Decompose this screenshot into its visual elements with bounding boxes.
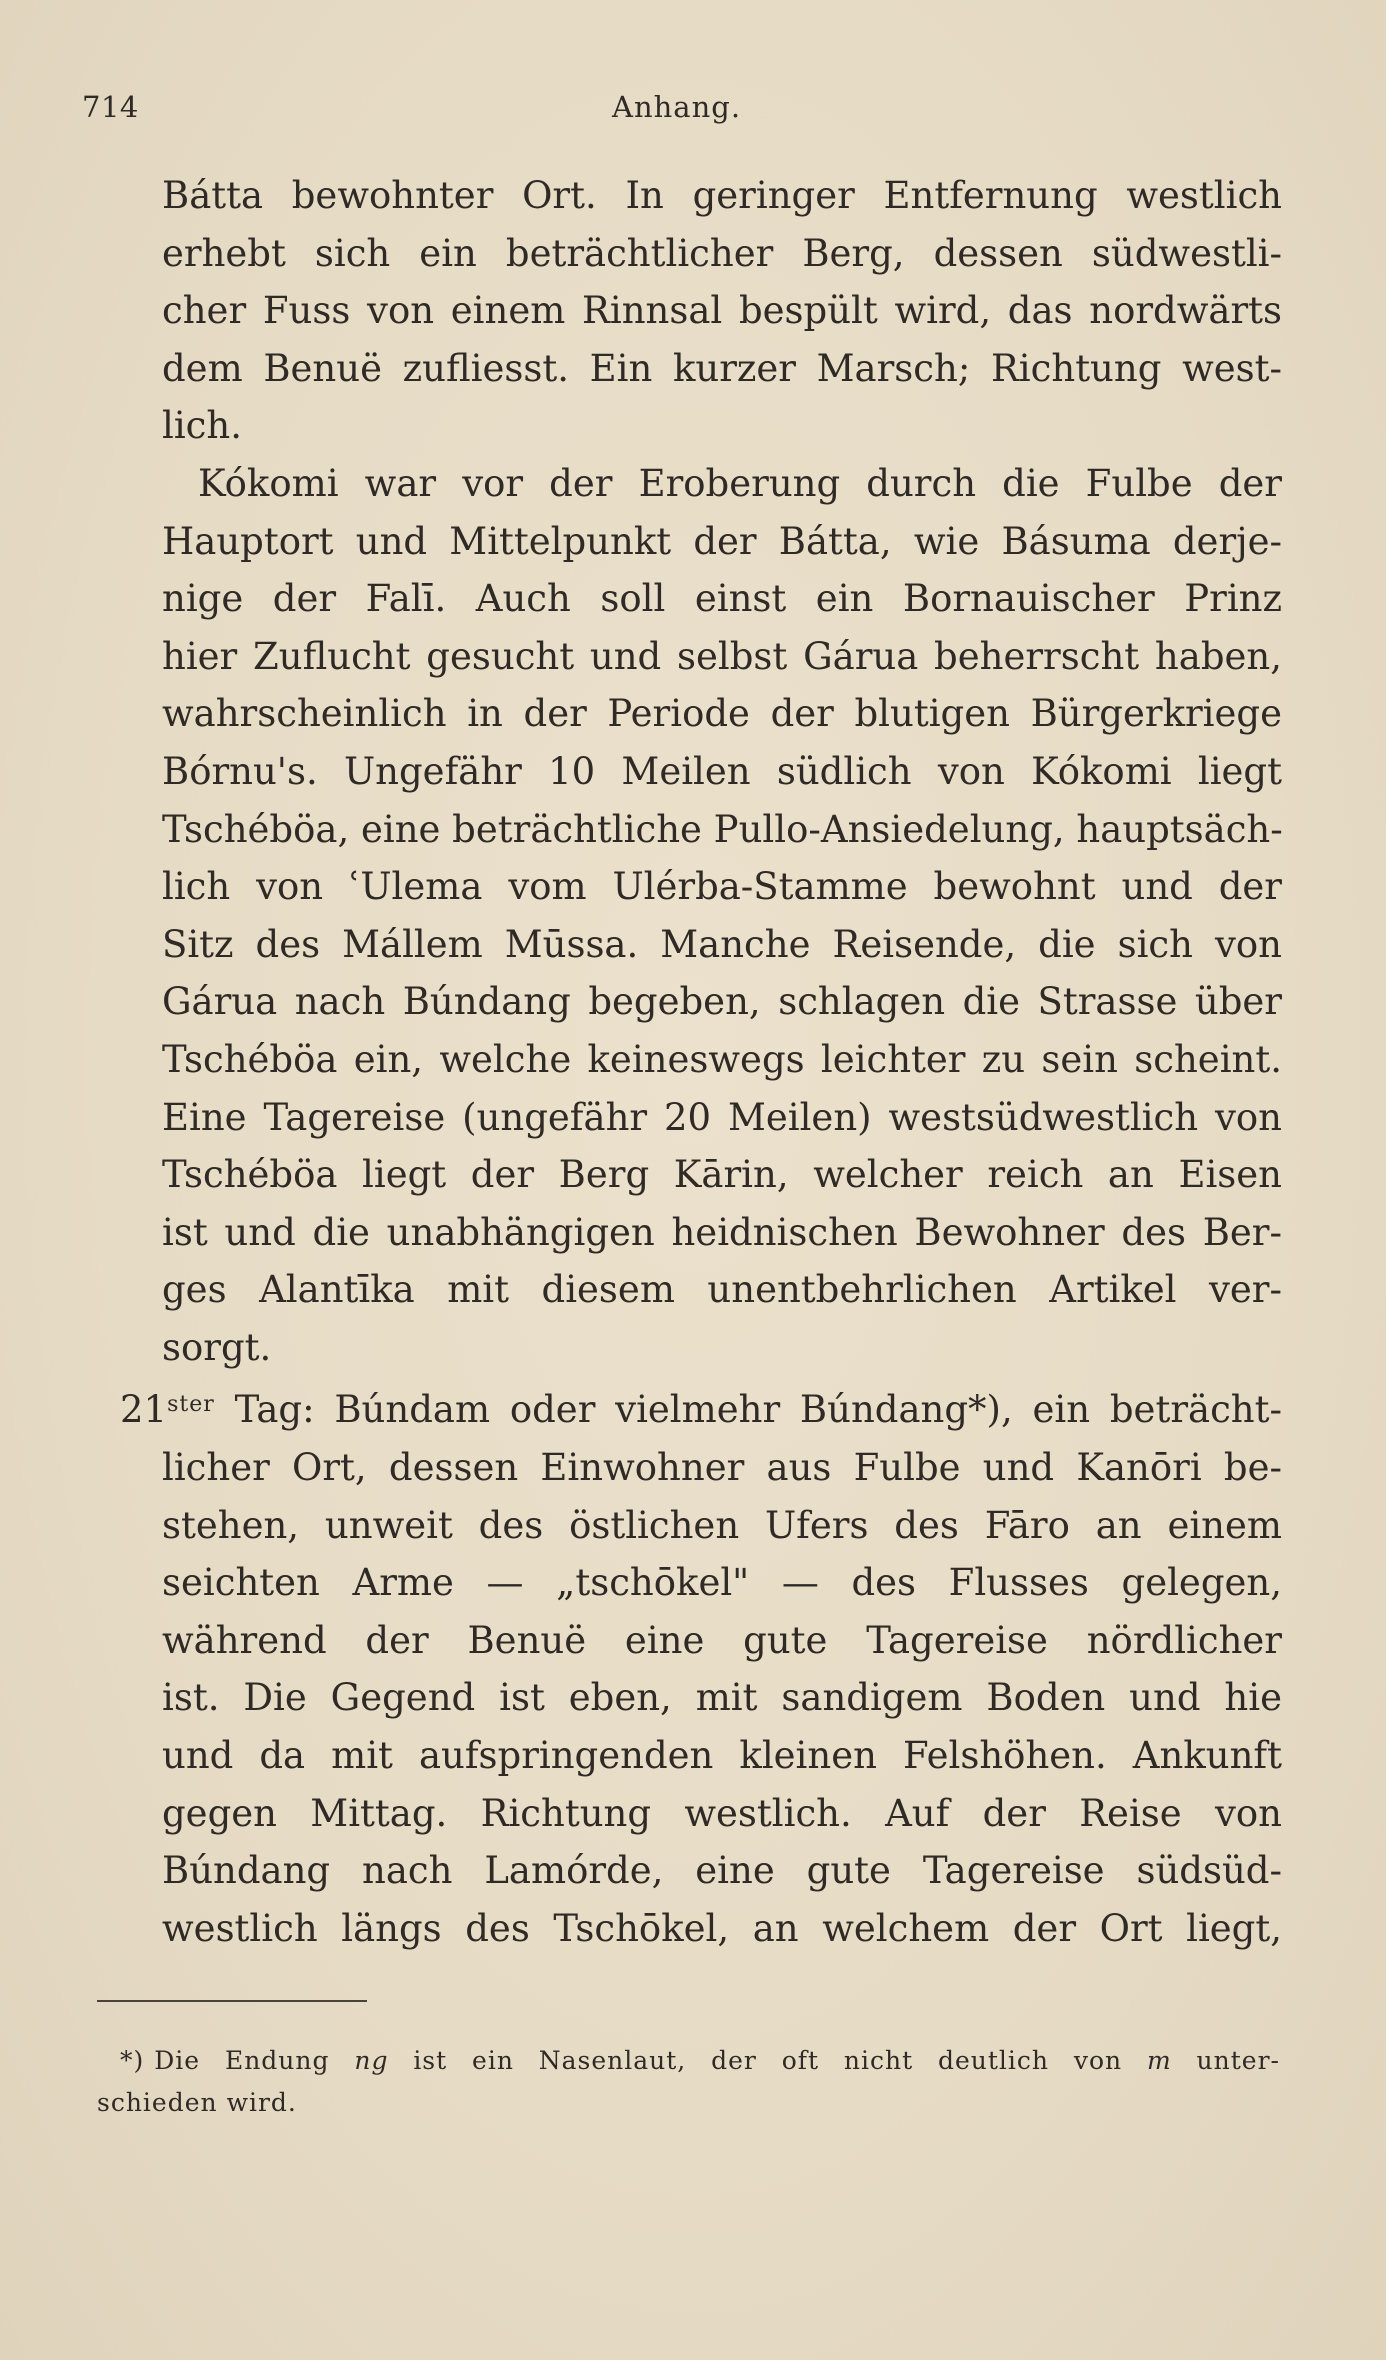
text-line: Bórnu's. Ungefähr 10 Meilen südlich von Kókomi liegt (162, 749, 1282, 793)
footnote-line: schieden wird. (97, 2088, 297, 2117)
text-line: stehen, unweit des östlichen Ufers des Fāro an einem (162, 1503, 1282, 1547)
text-line: seichten Arme — „tschōkel" — des Flusses gelegen, (162, 1561, 1282, 1605)
text-line: während der Benuë eine gute Tagereise nördlicher (162, 1618, 1282, 1662)
text-line: ges Alantīka mit diesem unentbehrlichen Artikel ver- (162, 1268, 1282, 1312)
text-line: Tschéböa ein, welche keineswegs leichter zu sein scheint. (162, 1037, 1282, 1081)
page-number: 714 (82, 90, 139, 124)
running-head: Anhang. (612, 90, 742, 124)
text-line: gegen Mittag. Richtung westlich. Auf der Reise von (162, 1791, 1282, 1835)
text-line: dem Benuë zufliesst. Ein kurzer Marsch; Richtung west- (162, 346, 1282, 390)
footnote-text: ist ein Nasenlaut, der oft nicht deutlich von (413, 2046, 1123, 2075)
text-line: Kókomi war vor der Eroberung durch die Fulbe der (198, 461, 1282, 505)
text-line: Eine Tagereise (ungefähr 20 Meilen) westsüdwestlich von (162, 1095, 1282, 1139)
paragraph-2 (162, 455, 1282, 1377)
footnote (97, 2040, 1280, 2124)
text-line: lich. (162, 404, 242, 448)
day-number: 21 (120, 1388, 168, 1432)
day-suffix: ster (167, 1392, 215, 1418)
text-line: erhebt sich ein beträchtlicher Berg, dessen südwestli- (162, 231, 1282, 275)
day-entry-text: Tag: Búndam oder vielmehr Búndang*), ein beträcht- (234, 1388, 1282, 1432)
paragraph-3 (120, 1376, 1282, 1957)
text-line: Tschéböa, eine beträchtliche Pullo-Ansiedelung, hauptsäch- (162, 807, 1283, 851)
text-line: und da mit aufspringenden kleinen Felshöhen. Ankunft (162, 1734, 1282, 1778)
footnote-divider (97, 2000, 367, 2002)
text-line: cher Fuss von einem Rinnsal bespült wird, das nordwärts (162, 289, 1282, 333)
text-line: ist und die unabhängigen heidnischen Bewohner des Ber- (162, 1210, 1282, 1254)
text-line: Gárua nach Búndang begeben, schlagen die Strasse über (162, 980, 1282, 1024)
page-header (82, 90, 1275, 130)
text-line: Sitz des Mállem Mūssa. Manche Reisende, die sich von (162, 922, 1282, 966)
footnote-line (120, 2040, 1280, 2082)
footnote-marker: *) (120, 2046, 145, 2075)
footnote-italic: m (1146, 2046, 1172, 2075)
footnote-text: unter- (1196, 2046, 1280, 2075)
text-line: westlich längs des Tschōkel, an welchem der Ort liegt, (162, 1906, 1282, 1950)
footnote-text: Die Endung (154, 2046, 330, 2075)
text-line: sorgt. (162, 1325, 272, 1369)
text-line: Hauptort und Mittelpunkt der Bátta, wie Básuma derje- (162, 519, 1282, 563)
text-line: ist. Die Gegend ist eben, mit sandigem Boden und hie (162, 1676, 1282, 1720)
text-line: Tschéböa liegt der Berg Kārin, welcher reich an Eisen (162, 1153, 1282, 1197)
footnote-italic: ng (354, 2046, 389, 2075)
day-entry-line (120, 1376, 1282, 1439)
text-line: licher Ort, dessen Einwohner aus Fulbe und Kanōri be- (162, 1446, 1282, 1490)
text-line: wahrscheinlich in der Periode der blutigen Bürgerkriege (162, 692, 1282, 736)
main-text (120, 167, 1283, 1957)
paragraph-1 (162, 167, 1282, 455)
text-line: nige der Falī. Auch soll einst ein Bornauischer Prinz (162, 577, 1282, 621)
text-line: lich von ʿUlema vom Ulérba-Stamme bewohnt und der (162, 865, 1282, 909)
text-line: Bátta bewohnter Ort. In geringer Entfernung westlich (162, 174, 1282, 217)
text-line: Búndang nach Lamórde, eine gute Tagereise südsüd- (162, 1849, 1282, 1893)
text-line: hier Zuflucht gesucht und selbst Gárua beherrscht haben, (162, 634, 1282, 678)
